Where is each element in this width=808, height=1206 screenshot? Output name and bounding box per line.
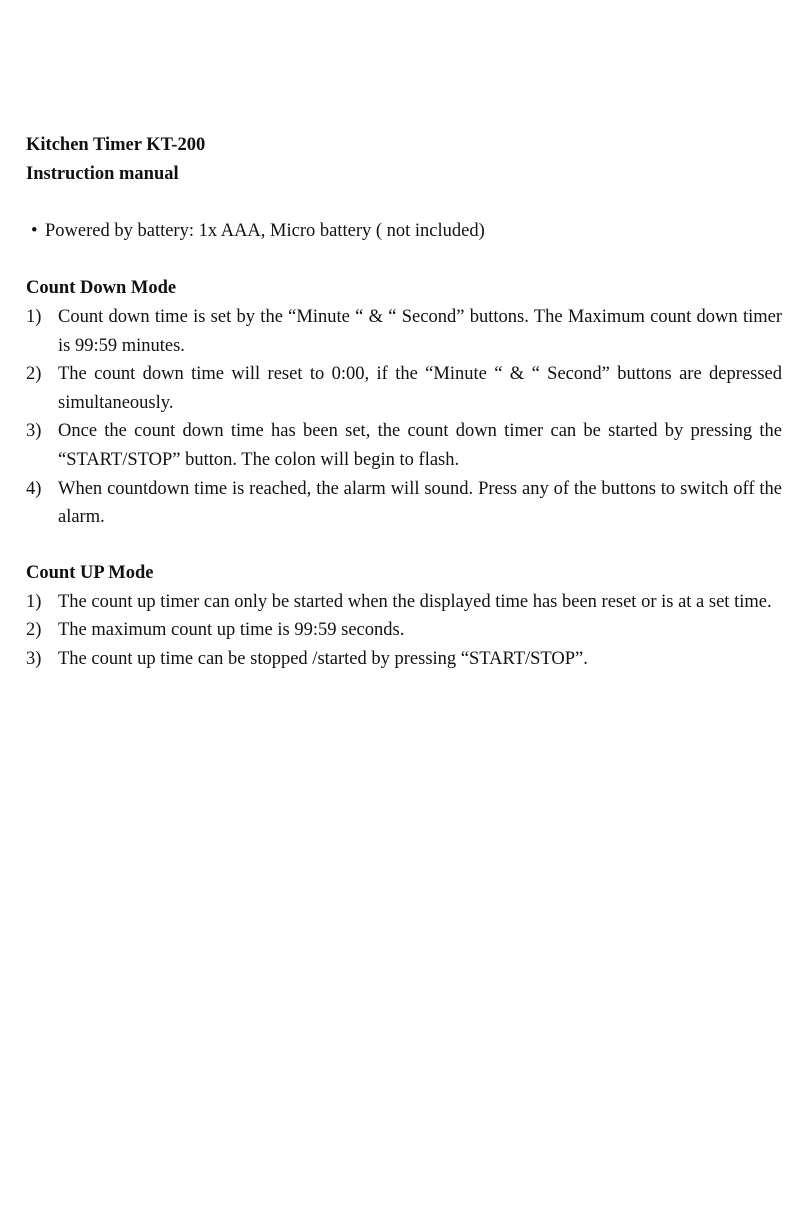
count-up-list — [26, 588, 782, 674]
list-item — [26, 303, 782, 360]
count-down-heading: Count Down Mode — [26, 278, 177, 298]
item-text: Count down time is set by the “Minute “ & “ Second” buttons. The Maximum count down timer is 99:59 minutes. — [58, 307, 782, 356]
bullet-icon: • — [31, 221, 38, 241]
item-number: 3) — [26, 421, 42, 442]
list-item — [26, 475, 782, 532]
spacer — [26, 246, 782, 274]
list-item — [26, 645, 782, 674]
item-number: 2) — [26, 620, 42, 641]
list-item — [26, 588, 782, 617]
battery-note — [26, 217, 782, 246]
item-number: 1) — [26, 307, 42, 327]
item-number: 1) — [26, 591, 42, 612]
item-text: The count up time can be stopped /started by pressing “START/STOP”. — [58, 648, 588, 669]
spacer — [26, 532, 782, 559]
spacer — [26, 189, 782, 217]
item-text: The count down time will reset to 0:00, if the “Minute “ & “ Second” buttons are depressed simultaneously. — [58, 364, 782, 413]
battery-text: Powered by battery: 1x AAA, Micro battery ( not included) — [45, 221, 485, 241]
count-down-list — [26, 303, 782, 532]
count-up-heading: Count UP Mode — [26, 562, 154, 583]
item-text: The count up timer can only be started when the displayed time has been reset or is at a set time. — [58, 591, 772, 612]
item-number: 2) — [26, 364, 42, 385]
list-item — [26, 360, 782, 417]
list-item — [26, 417, 782, 474]
item-number: 3) — [26, 648, 42, 669]
item-text: When countdown time is reached, the alarm will sound. Press any of the buttons to switch off the alarm. — [58, 478, 782, 528]
document-page — [26, 131, 782, 674]
list-item — [26, 616, 782, 645]
document-title: Kitchen Timer KT-200 — [26, 135, 206, 155]
item-number: 4) — [26, 478, 42, 499]
document-subtitle: Instruction manual — [26, 164, 179, 184]
item-text: Once the count down time has been set, the count down timer can be started by pressing the “START/STOP” button. The colon will begin to flash. — [58, 421, 782, 470]
item-text: The maximum count up time is 99:59 seconds. — [58, 620, 405, 641]
